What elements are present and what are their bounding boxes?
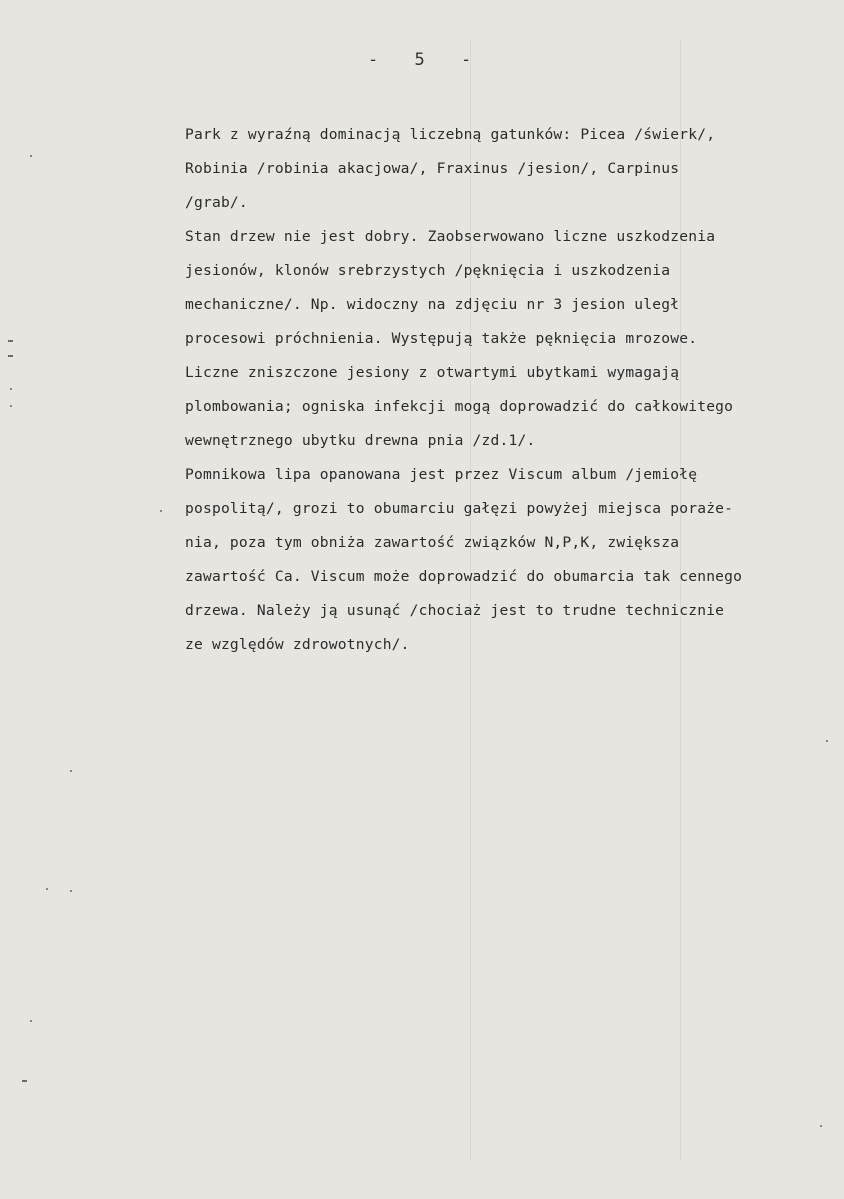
text-line: Liczne zniszczone jesiony z otwartymi ubytkami wymagają	[185, 364, 680, 381]
text-line: /grab/.	[185, 194, 248, 211]
scan-speck	[160, 510, 162, 512]
text-line: pospolitą/, grozi to obumarciu gałęzi powyżej miejsca poraże-	[185, 500, 734, 517]
scan-speck	[70, 890, 72, 892]
page-number: - 5 -	[368, 50, 478, 70]
scan-speck	[10, 405, 12, 407]
scan-speck	[8, 340, 13, 342]
text-line: plombowania; ogniska infekcji mogą doprowadzić do całkowitego	[185, 398, 734, 415]
scan-speck	[22, 1080, 27, 1082]
text-line: Robinia /robinia akacjowa/, Fraxinus /jesion/, Carpinus	[185, 160, 680, 177]
text-line: jesionów, klonów srebrzystych /pęknięcia i uszkodzenia	[185, 262, 671, 279]
text-line: drzewa. Należy ją usunąć /chociaż jest to trudne technicznie	[185, 602, 725, 619]
scan-speck	[30, 155, 32, 157]
scan-speck	[70, 770, 72, 772]
text-line: Stan drzew nie jest dobry. Zaobserwowano liczne uszkodzenia	[185, 228, 716, 245]
scan-speck	[820, 1125, 822, 1127]
scan-speck	[30, 1020, 32, 1022]
text-line: nia, poza tym obniża zawartość związków N,P,K, zwiększa	[185, 534, 680, 551]
scan-speck	[8, 355, 13, 357]
scan-speck	[46, 888, 48, 890]
text-line: procesowi próchnienia. Występują także pęknięcia mrozowe.	[185, 330, 698, 347]
text-line: Park z wyraźną dominacją liczebną gatunków: Picea /świerk/,	[185, 126, 716, 143]
text-line: wewnętrznego ubytku drewna pnia /zd.1/.	[185, 432, 536, 449]
body-text	[185, 118, 825, 662]
scan-speck	[826, 740, 828, 742]
text-line: mechaniczne/. Np. widoczny na zdjęciu nr 3 jesion uległ	[185, 296, 680, 313]
text-line: Pomnikowa lipa opanowana jest przez Viscum album /jemiołę	[185, 466, 698, 483]
text-line: zawartość Ca. Viscum może doprowadzić do obumarcia tak cennego	[185, 568, 743, 585]
scan-speck	[10, 388, 12, 390]
text-line: ze względów zdrowotnych/.	[185, 636, 410, 653]
